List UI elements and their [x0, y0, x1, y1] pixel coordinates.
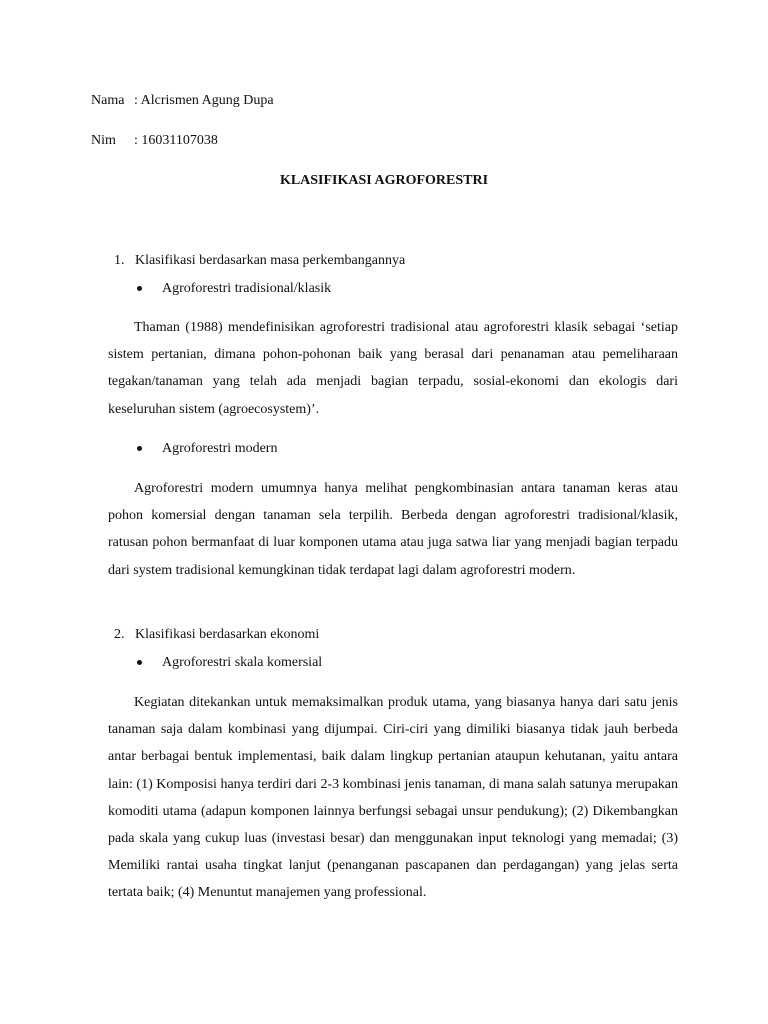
document-title: KLASIFIKASI AGROFORESTRI — [279, 173, 489, 188]
nim-label: Nim — [91, 133, 116, 148]
paragraph: Thaman (1988) mendefinisikan agroforestri tradisional atau agroforestri klasik sebagai ‘setiap sistem pertanian, dimana pohon-pohonan baik yang berasal dari penanaman atau pemeliharaan tegakan/tanaman yang telah ada menjadi bagian terpadu, sosial-ekonomi dan ekologis dari keseluruhan sistem (agroecosystem)’. — [108, 320, 678, 417]
bullet-item: Agroforestri tradisional/klasik — [162, 281, 332, 296]
section-heading: Klasifikasi berdasarkan masa perkembangannya — [135, 253, 406, 268]
paragraph: Agroforestri modern umumnya hanya melihat pengkombinasian antara tanaman keras atau pohon komersial dengan tanaman sela terpilih. Berbeda dengan agroforestri tradisional/klasik, ratusan pohon bermanfaat di luar komponen utama atau juga satwa liar yang menjadi bagian terpadu dari system tradisional kemungkinan tidak terdapat lagi dalam agroforestri modern. — [108, 481, 678, 578]
bullet-icon — [137, 286, 142, 291]
nim-value: : 16031107038 — [134, 133, 218, 148]
bullet-icon — [137, 660, 142, 665]
section-number: 2. — [114, 627, 125, 642]
nama-value: : Alcrismen Agung Dupa — [134, 93, 274, 108]
bullet-icon — [137, 446, 142, 451]
bullet-item: Agroforestri skala komersial — [162, 655, 323, 670]
nama-label: Nama — [91, 93, 125, 108]
bullet-item: Agroforestri modern — [162, 441, 278, 456]
section-heading: Klasifikasi berdasarkan ekonomi — [135, 627, 320, 642]
paragraph: Kegiatan ditekankan untuk memaksimalkan produk utama, yang biasanya hanya dari satu jenis tanaman saja dalam kombinasi yang dijumpai. Ciri-ciri yang dimiliki biasanya tidak jauh berbeda antar berbagai bentuk implementasi, baik dalam lingkup pertanian ataupun kehutanan, yaitu antara lain: (1) Komposisi hanya terdiri dari 2-3 kombinasi jenis tanaman, di mana salah satunya merupakan komoditi utama (adapun komponen lainnya berfungsi sebagai unsur pendukung); (2) Dikembangkan pada skala yang cukup luas (investasi besar) dan menggunakan input teknologi yang memadai; (3) Memiliki rantai usaha tingkat lanjut (penanganan pascapanen dan perdagangan) yang jelas serta tertata baik; (4) Menuntut manajemen yang professional. — [108, 695, 678, 901]
section-number: 1. — [114, 253, 125, 268]
